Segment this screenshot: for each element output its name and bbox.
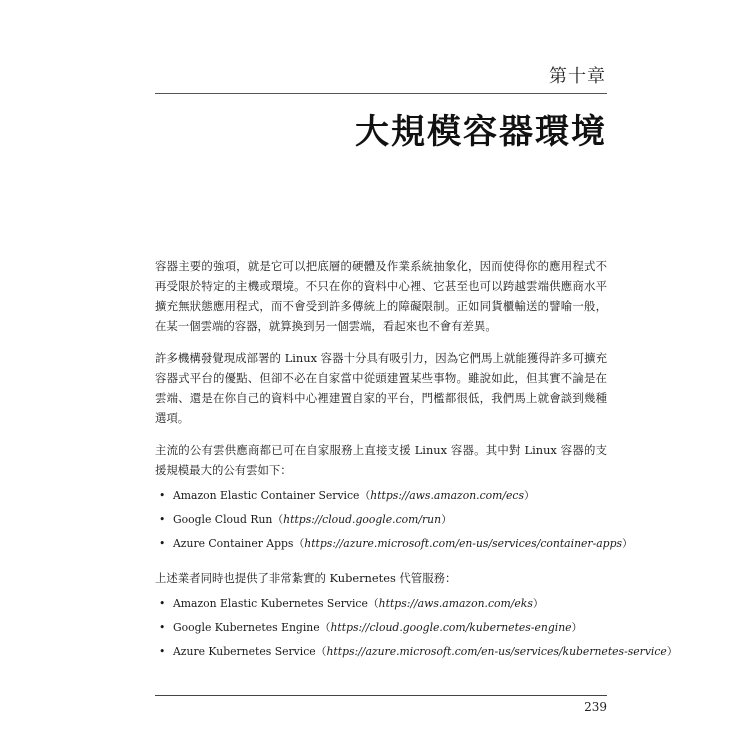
paragraph-kubernetes: 上述業者同時也提供了非常紮實的 Kubernetes 代管服務： <box>155 571 457 585</box>
service-name: Amazon Elastic Container Service <box>173 489 360 502</box>
service-link[interactable]: https://azure.microsoft.com/en-us/services/kubernetes-service <box>326 645 667 658</box>
service-name: Amazon Elastic Kubernetes Service <box>173 597 368 610</box>
bullet-icon: • <box>159 621 166 634</box>
bullet-icon: • <box>159 597 166 610</box>
service-name: Google Kubernetes Engine <box>173 621 320 634</box>
paragraph-platforms: 許多機構發覺現成部署的 Linux 容器十分具有吸引力，因為它們馬上就能獲得許多可擴充容器式平台的優點、但卻不必在自家當中從頭建置某些事物。雖說如此，但其實不論是在雲端、還是在你自己的資料中心裡建置自家的平台，門檻都很低，我們馬上就會談到幾種選項。 <box>155 351 607 425</box>
bullet-icon: • <box>159 513 166 526</box>
chapter-rule <box>155 93 607 94</box>
list-item: • Azure Container Apps（https://azure.microsoft.com/en-us/services/container-apps） <box>155 534 607 558</box>
list-item: • Amazon Elastic Kubernetes Service（https://aws.amazon.com/eks） <box>155 594 607 618</box>
list-item: • Google Kubernetes Engine（https://cloud.google.com/kubernetes-engine） <box>155 618 607 642</box>
chapter-label: 第十章 <box>549 66 606 87</box>
bullet-icon: • <box>159 489 166 502</box>
service-link[interactable]: https://aws.amazon.com/ecs <box>370 489 524 502</box>
paragraph-public-clouds: 主流的公有雲供應商都已可在自家服務上直接支援 Linux 容器。其中對 Linux 容器的支援規模最大的公有雲如下： <box>155 443 607 477</box>
paragraph-intro: 容器主要的強項，就是它可以把底層的硬體及作業系統抽象化，因而使得你的應用程式不再受限於特定的主機或環境。不只在你的資料中心裡、它甚至也可以跨越雲端供應商水平擴充無狀態應用程式，而不會受到許多傳統上的障礙限制。正如同貨櫃輸送的譬喻一般，在某一個雲端的容器，就算換到另一個雲端，看起來也不會有差異。 <box>155 259 607 333</box>
kubernetes-services-list <box>155 594 678 666</box>
service-link[interactable]: https://aws.amazon.com/eks <box>378 597 533 610</box>
list-item: • Amazon Elastic Container Service（https://aws.amazon.com/ecs） <box>155 486 607 510</box>
container-services-list <box>155 486 633 558</box>
service-link[interactable]: https://azure.microsoft.com/en-us/services/container-apps <box>304 537 623 550</box>
list-item: • Azure Kubernetes Service（https://azure.microsoft.com/en-us/services/kubernetes-service） <box>155 642 607 666</box>
service-name: Azure Kubernetes Service <box>173 645 316 658</box>
service-link[interactable]: https://cloud.google.com/run <box>283 513 442 526</box>
list-item: • Google Cloud Run（https://cloud.google.com/run） <box>155 510 607 534</box>
bullet-icon: • <box>159 537 166 550</box>
chapter-title: 大規模容器環境 <box>355 112 607 152</box>
bullet-icon: • <box>159 645 166 658</box>
service-name: Azure Container Apps <box>173 537 294 550</box>
footer-rule <box>155 695 607 696</box>
chapter-body <box>155 256 678 676</box>
page-number: 239 <box>584 700 607 714</box>
service-name: Google Cloud Run <box>173 513 273 526</box>
service-link[interactable]: https://cloud.google.com/kubernetes-engine <box>330 621 572 634</box>
